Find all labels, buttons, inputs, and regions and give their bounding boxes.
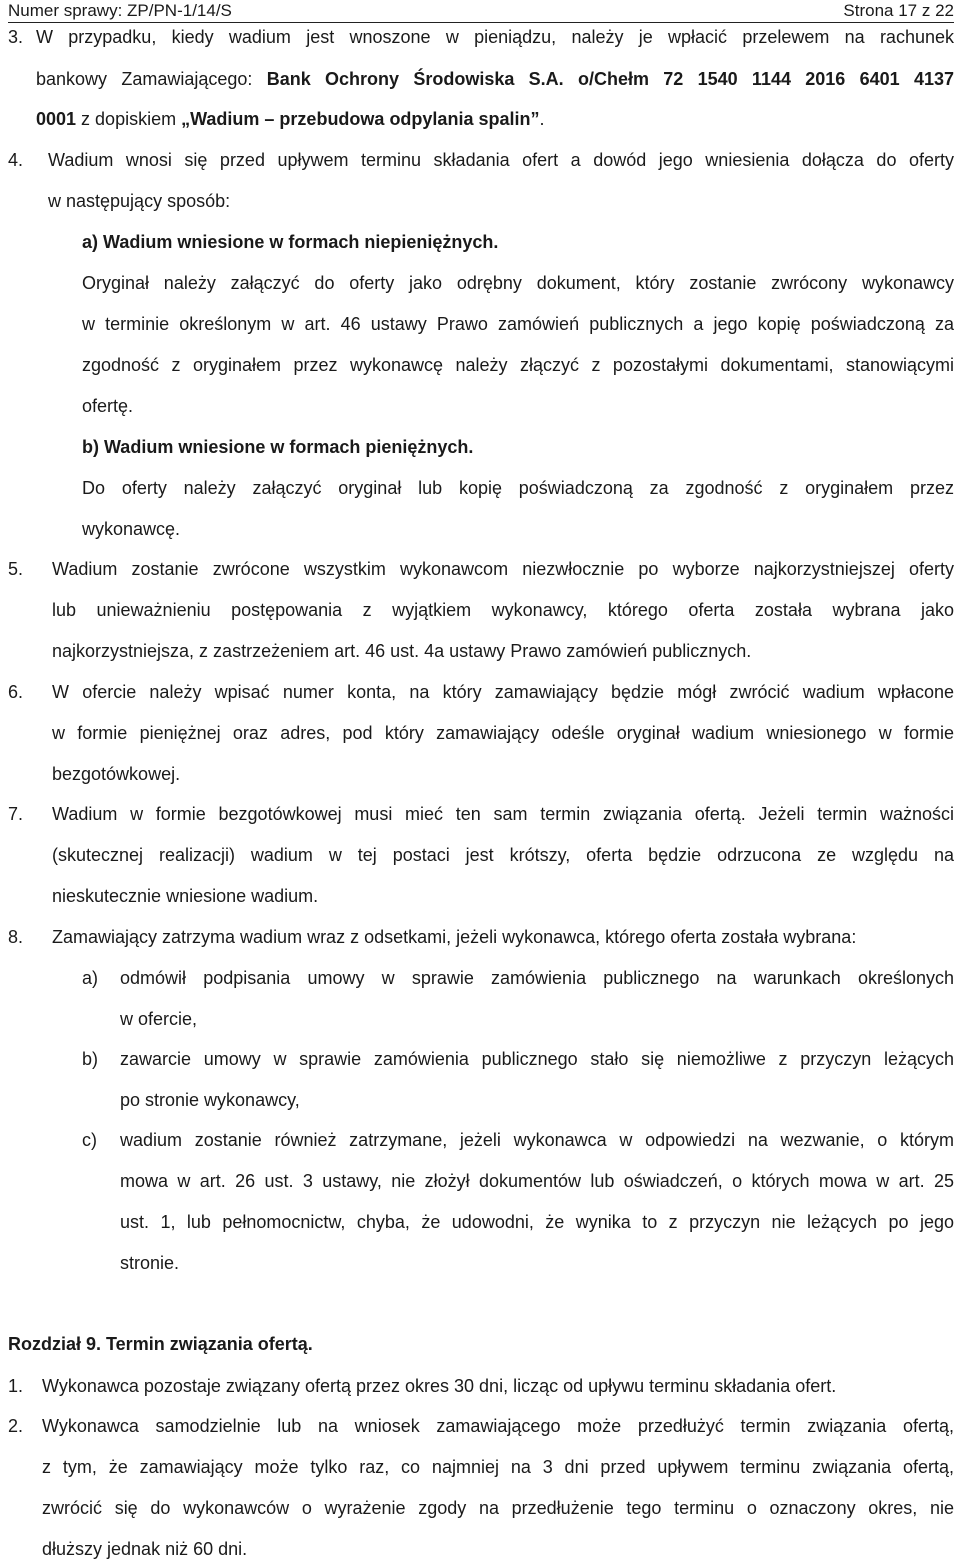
section3-line1: W przypadku, kiedy wadium jest wnoszone w pieniądzu, należy je wpłacić przelewem na rachunek — [36, 27, 954, 47]
section5-line3: najkorzystniejsza, z zastrzeżeniem art. 46 ust. 4a ustawy Prawo zamówień publicznych. — [52, 641, 752, 661]
section7-line3: nieskutecznie wniesione wadium. — [52, 886, 319, 906]
section8-a-line2: w ofercie, — [120, 1009, 198, 1029]
section8-b-label: b) — [82, 1049, 99, 1069]
section3-line2 — [36, 68, 954, 90]
header-divider — [8, 22, 954, 23]
page-number: Strona 17 z 22 — [843, 1, 954, 20]
section4-b-line1: Do oferty należy załączyć oryginał lub kopię poświadczoną za zgodność z oryginałem przez — [82, 478, 954, 498]
item-number-6: 6. — [8, 682, 24, 702]
section8-a-line1: odmówił podpisania umowy w sprawie zamówienia publicznego na warunkach określonych — [120, 968, 954, 988]
bank-account-end: 0001 — [36, 109, 77, 129]
section4-line2: w następujący sposób: — [48, 191, 231, 211]
wadium-title: „Wadium – przebudowa odpylania spalin” — [181, 109, 540, 129]
section3-line3-end: . — [539, 109, 545, 129]
section8-c-line1: wadium zostanie również zatrzymane, jeżeli wykonawca w odpowiedzi na wezwanie, o którym — [120, 1130, 954, 1150]
section4-a-heading: a) Wadium wniesione w formach niepieniężnych. — [82, 232, 499, 252]
bank-account: Bank Ochrony Środowiska S.A. o/Chełm 72 1540 1144 2016 6401 4137 — [266, 69, 954, 89]
section4-a-line4: ofertę. — [82, 396, 134, 416]
section8-b-line1: zawarcie umowy w sprawie zamówienia publicznego stało się niemożliwe z przyczyn leżących — [120, 1049, 954, 1069]
section5-line1: Wadium zostanie zwrócone wszystkim wykonawcom niezwłocznie po wyborze najkorzystniejszej oferty — [52, 559, 954, 579]
section8-c-line4: stronie. — [120, 1253, 180, 1273]
section4-b-heading: b) Wadium wniesione w formach pieniężnych. — [82, 437, 474, 457]
case-number: Numer sprawy: ZP/PN-1/14/S — [8, 1, 232, 20]
section3-line3 — [36, 108, 544, 130]
chapter9-p2-line1: Wykonawca samodzielnie lub na wniosek zamawiającego może przedłużyć termin związania ofertą, — [42, 1416, 954, 1436]
chapter9-p2-line2: z tym, że zamawiający może tylko raz, co najmniej na 3 dni przed upływem terminu związania ofertą, — [42, 1457, 954, 1477]
page-header — [8, 0, 954, 26]
section4-a-line3: zgodność z oryginałem przez wykonawcę należy złączyć z pozostałymi dokumentami, stanowiącymi — [82, 355, 954, 375]
chapter9-p2-line3: zwrócić się do wykonawców o wyrażenie zgody na przedłużenie tego terminu o oznaczony okres, nie — [42, 1498, 954, 1518]
item-number-7: 7. — [8, 804, 24, 824]
section6-line2: w formie pieniężnej oraz adres, pod który zamawiający odeśle oryginał wadium wniesionego w formie — [52, 723, 954, 743]
section7-line2: (skutecznej realizacji) wadium w tej postaci jest krótszy, oferta będzie odrzucona ze względu na — [52, 845, 954, 865]
item-number-5: 5. — [8, 559, 24, 579]
section6-line3: bezgotówkowej. — [52, 764, 181, 784]
section8-c-line2: mowa w art. 26 ust. 3 ustawy, nie złożył dokumentów lub oświadczeń, o których mowa w art. 25 — [120, 1171, 954, 1191]
section3-line2-text: bankowy Zamawiającego: — [36, 69, 267, 89]
section4-b-line2: wykonawcę. — [82, 519, 181, 539]
section8-b-line2: po stronie wykonawcy, — [120, 1090, 300, 1110]
section3-line3-text: z dopiskiem — [76, 109, 182, 129]
section8-c-label: c) — [82, 1130, 97, 1150]
chapter9-p2-line4: dłuższy jednak niż 60 dni. — [42, 1539, 248, 1559]
section8-c-line3: ust. 1, lub pełnomocnictw, chyba, że udowodni, że wynika to z przyczyn nie leżących po jego — [120, 1212, 954, 1232]
section8-line1: Zamawiający zatrzyma wadium wraz z odsetkami, jeżeli wykonawca, którego oferta została wybrana: — [52, 927, 857, 947]
chapter9-item-number-2: 2. — [8, 1416, 24, 1436]
chapter9-p1-line1: Wykonawca pozostaje związany ofertą przez okres 30 dni, licząc od upływu terminu składania ofert. — [42, 1376, 837, 1396]
chapter9-heading: Rozdział 9. Termin związania ofertą. — [8, 1334, 313, 1354]
section6-line1: W ofercie należy wpisać numer konta, na który zamawiający będzie mógł zwrócić wadium wpłacone — [52, 682, 954, 702]
section4-a-line2: w terminie określonym w art. 46 ustawy Prawo zamówień publicznych a jego kopię poświadczoną za — [82, 314, 954, 334]
item-number-3: 3. — [8, 27, 24, 47]
item-number-8: 8. — [8, 927, 24, 947]
section4-line1: Wadium wnosi się przed upływem terminu składania ofert a dowód jego wniesienia dołącza do oferty — [48, 150, 954, 170]
section5-line2: lub unieważnieniu postępowania z wyjątkiem wykonawcy, którego oferta została wybrana jako — [52, 600, 954, 620]
chapter9-item-number-1: 1. — [8, 1376, 24, 1396]
section8-a-label: a) — [82, 968, 99, 988]
section7-line1: Wadium w formie bezgotówkowej musi mieć ten sam termin związania ofertą. Jeżeli termin ważności — [52, 804, 954, 824]
item-number-4: 4. — [8, 150, 24, 170]
section4-a-line1: Oryginał należy załączyć do oferty jako odrębny dokument, który zostanie zwrócony wykonawcy — [82, 273, 954, 293]
